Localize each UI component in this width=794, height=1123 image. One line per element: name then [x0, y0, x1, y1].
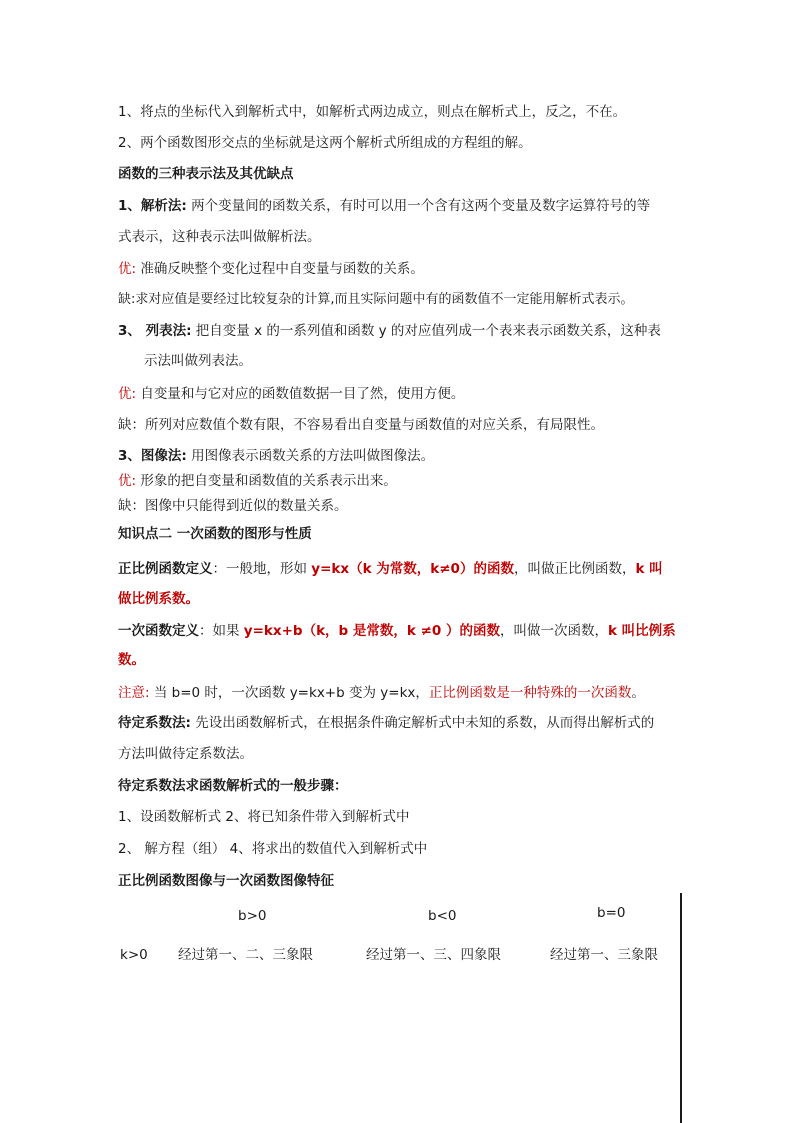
method-text: 两个变量间的函数关系，有时可以用一个含有这两个变量及数字运算符号的等	[186, 198, 651, 214]
definition-proportional	[118, 560, 663, 578]
text: 。	[631, 685, 645, 701]
method-label: 3、图像法:	[118, 448, 187, 464]
pro-text: 准确反映整个变化过程中自变量与函数的关系。	[136, 261, 424, 277]
table-cell: 经过第一、三象限	[550, 947, 658, 963]
heading-text: 待定系数法求函数解析式的一般步骤：	[118, 778, 348, 794]
table-cell: 经过第一、三、四象限	[366, 947, 501, 963]
table-header: b>0	[238, 908, 267, 924]
text: 1、设函数解析式 2、将已知条件带入到解析式中	[118, 809, 410, 825]
pro-text: 自变量和与它对应的函数值数据一目了然，使用方便。	[136, 386, 465, 402]
table-border-right	[680, 893, 682, 1123]
definition-linear	[118, 622, 676, 640]
method-table-pro	[118, 385, 464, 403]
undetermined-coefficients-cont	[118, 745, 253, 763]
rule-point-on-graph	[118, 103, 626, 121]
pro-label: 优:	[118, 386, 137, 402]
text: ：一般地，形如	[212, 561, 312, 577]
text: 2、 解方程（组） 4、将求出的数值代入到解析式中	[118, 841, 428, 857]
heading-graph-features	[118, 872, 334, 890]
method-analytic-con	[118, 291, 634, 309]
method-label: 3、 列表法:	[118, 323, 192, 339]
definition-label: 一次函数定义	[118, 623, 199, 639]
highlight-text: 做比例系数。	[118, 591, 199, 607]
heading-text: 正比例函数图像与一次函数图像特征	[118, 873, 334, 889]
method-graph	[118, 447, 434, 465]
text: ，叫做一次函数，	[500, 623, 608, 639]
method-analytic-pro	[118, 260, 424, 278]
table-cell: 经过第一、二、三象限	[178, 947, 313, 963]
heading-text: 知识点二 一次函数的图形与性质	[118, 526, 312, 542]
heading-three-representations	[118, 165, 294, 183]
text: 2、两个函数图形交点的坐标就是这两个解析式所组成的方程组的解。	[118, 135, 532, 151]
table-row-label: k>0	[120, 947, 148, 963]
definition-label: 正比例函数定义	[118, 561, 213, 577]
pro-label: 优:	[118, 473, 137, 489]
heading-knowledge-point-2	[118, 525, 312, 543]
table-header: b<0	[428, 908, 457, 924]
note	[118, 684, 645, 702]
method-label: 1、解析法:	[118, 198, 187, 214]
undetermined-coefficients	[118, 714, 654, 732]
highlight-text: 数。	[118, 652, 145, 668]
text: 当 b=0 时，一次函数 y=kx+b 变为 y=kx，	[149, 685, 429, 701]
steps-line-2	[118, 840, 427, 858]
pro-label: 优:	[118, 261, 137, 277]
method-graph-con	[118, 497, 348, 515]
text: ，叫做正比例函数，	[513, 561, 636, 577]
note-label: 注意:	[118, 685, 150, 701]
highlight-text: k 叫比例系	[608, 623, 676, 639]
method-table-con	[118, 416, 604, 434]
method-table	[118, 322, 661, 340]
con-text: 缺：所列对应数值个数有限，不容易看出自变量与函数值的对应关系，有局限性。	[118, 417, 604, 433]
method-analytic-cont	[118, 228, 321, 246]
rule-intersection	[118, 134, 532, 152]
method-analytic	[118, 197, 650, 215]
text: 示法叫做列表法。	[144, 353, 252, 369]
text: ：如果	[199, 623, 244, 639]
text: 方法叫做待定系数法。	[118, 746, 253, 762]
definition-proportional-cont	[118, 590, 199, 608]
table-header: b=0	[597, 905, 626, 921]
method-table-cont	[144, 352, 252, 370]
con-text: 缺：图像中只能得到近似的数量关系。	[118, 498, 348, 514]
highlight-text: k 叫	[635, 561, 663, 577]
definition-linear-cont	[118, 651, 145, 669]
pro-text: 形象的把自变量和函数值的关系表示出来。	[136, 473, 397, 489]
highlight-text: y=kx+b（k，b 是常数，k ≠0 ）的函数	[243, 623, 500, 639]
definition-label: 待定系数法:	[118, 715, 191, 731]
highlight-text: 正比例函数是一种特殊的一次函数	[428, 685, 632, 701]
heading-steps	[118, 777, 348, 795]
con-text: 缺:求对应值是要经过比较复杂的计算,而且实际问题中有的函数值不一定能用解析式表示。	[118, 292, 634, 307]
text: 先设出函数解析式，在根据条件确定解析式中未知的系数，从而得出解析式的	[190, 715, 655, 731]
highlight-text: y=kx（k 为常数，k≠0）的函数	[311, 561, 514, 577]
steps-line-1	[118, 808, 409, 826]
method-text: 用图像表示函数关系的方法叫做图像法。	[186, 448, 435, 464]
method-graph-pro	[118, 472, 397, 490]
text: 1、将点的坐标代入到解析式中，如解析式两边成立，则点在解析式上，反之，不在。	[118, 104, 627, 120]
text: 式表示，这种表示法叫做解析法。	[118, 229, 321, 245]
method-text: 把自变量 x 的一系列值和函数 y 的对应值列成一个表来表示函数关系，这种表	[191, 323, 661, 339]
heading-text: 函数的三种表示法及其优缺点	[118, 166, 294, 182]
